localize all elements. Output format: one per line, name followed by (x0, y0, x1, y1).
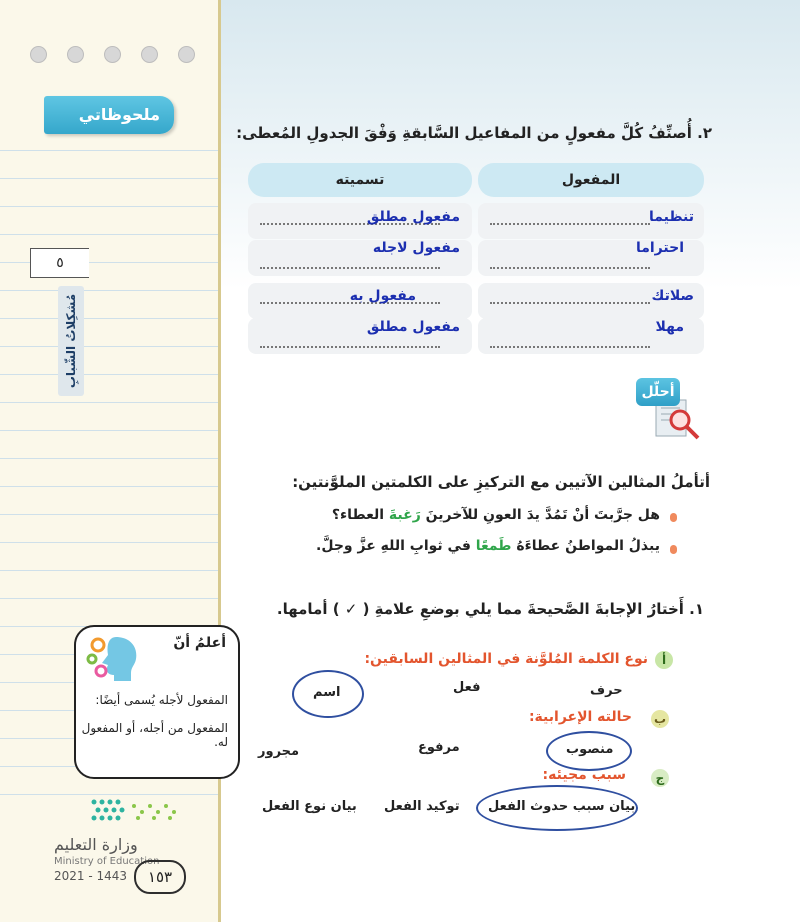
unit-name-label: مُشكِلاتُ الشّبابِ (64, 293, 78, 389)
option-c-1[interactable]: بيان سبب حدوث الفعل (488, 799, 636, 814)
bullet-icon (670, 545, 677, 554)
example-1-text: هل جرَّبتَ أنْ تَمُدَّ يدَ العونِ للآخرينَ (420, 507, 660, 523)
page-number: ١٥٣ (134, 860, 186, 894)
bullet-icon (670, 513, 677, 522)
name-value: مفعول لاجله (372, 240, 460, 256)
name-value: مفعول مطلق (366, 319, 460, 335)
example-1-text-end: العطاء؟ (331, 507, 389, 523)
object-value: مهلا (655, 319, 684, 335)
option-c-2[interactable]: توكيد الفعل (384, 799, 460, 814)
notes-tab: ملحوظاتي (44, 96, 174, 134)
ministry-name-english: Ministry of Education (54, 856, 160, 867)
unit-number: ٥ (30, 248, 89, 278)
option-a-1[interactable]: حرف (590, 683, 623, 698)
ministry-name-arabic: وزارة التعليم (54, 835, 138, 854)
column-header-object: المفعول (478, 163, 704, 197)
know-line-1: المفعول لأجله يُسمى أيضًا: (95, 693, 228, 707)
object-value: صلاتك (651, 288, 694, 304)
contemplate-instruction: أتأملُ المثالين الآتيين مع التركيزِ على الكلمتين الملوَّنتين: (292, 473, 710, 491)
name-value: مفعول به (349, 288, 416, 304)
binder-ring-icon (141, 46, 158, 63)
dotted-line (490, 345, 650, 348)
name-value: مفعول مطلق (366, 209, 460, 225)
dotted-line (490, 266, 650, 269)
know-line-2: المفعول من أجله، أو المفعول له. (81, 721, 228, 749)
letter-b-badge: ب (651, 710, 669, 728)
example-sentence-2 (316, 538, 660, 554)
example-1-highlight: رَغبةَ (388, 507, 421, 523)
option-a-2[interactable]: فعل (453, 680, 481, 695)
question-2-title: ٢. أُصنِّفُ كُلَّ مفعولٍ من المفاعيل السَّابقةِ وَفْقَ الجدولِ المُعطى: (236, 124, 712, 142)
notes-column (0, 0, 221, 922)
object-value: تنظيما (649, 209, 694, 225)
binder-ring-icon (30, 46, 47, 63)
subquestion-a-label: نوع الكلمة المُلوَّنة في المثالين السابقين: (364, 651, 648, 667)
example-sentence-1 (332, 507, 660, 523)
column-header-name: تسميته (248, 163, 472, 197)
answer-circle (546, 731, 632, 771)
dotted-line (490, 222, 650, 225)
subquestion-b-label: حالته الإعرابية: (528, 709, 632, 725)
option-a-3[interactable]: اسم (313, 685, 341, 700)
letter-c-badge: ج (651, 769, 669, 787)
year-label: 2021 - 1443 (54, 869, 128, 883)
object-value: احتراما (635, 240, 684, 256)
dotted-line (490, 301, 650, 304)
binder-ring-icon (178, 46, 195, 63)
letter-a-badge: أ (655, 651, 673, 669)
dotted-line (260, 266, 440, 269)
unit-name-tab (58, 286, 84, 396)
analyze-badge: أحلّل (636, 378, 680, 406)
question-1-title: ١. أَختارُ الإجابةَ الصَّحيحةَ مما يلي بوضعِ علامةِ ( ✓ ) أمامها. (276, 600, 704, 618)
option-b-2[interactable]: مرفوع (418, 740, 460, 755)
option-b-3[interactable]: مجرور (258, 744, 300, 759)
example-2-highlight: طَمعًا (475, 538, 512, 554)
example-2-text: يبذلُ المواطنُ عطاءَهُ (511, 538, 660, 554)
answer-circle (476, 785, 638, 831)
subquestion-c-label: سبب مجيئه: (542, 767, 626, 783)
head-gears-icon (86, 633, 142, 685)
ministry-logo-icon (88, 796, 184, 824)
option-b-1[interactable]: منصوب (566, 742, 614, 757)
did-you-know-box (74, 625, 240, 779)
option-c-3[interactable]: بيان نوع الفعل (262, 799, 357, 814)
know-title: أعلمُ أنّ (173, 635, 226, 651)
binder-ring-icon (104, 46, 121, 63)
answer-circle (292, 670, 364, 718)
dotted-line (260, 345, 440, 348)
example-2-text-end: في ثوابِ اللهِ عزَّ وجلَّ. (316, 538, 476, 554)
binder-ring-icon (67, 46, 84, 63)
